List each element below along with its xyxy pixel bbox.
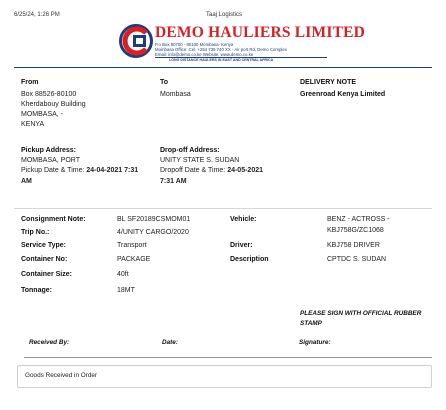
company-contact: Email: info@demo.co.ke Website: www.demo.co.ke: [155, 52, 254, 57]
dropoff-datetime-label: Dropoff Date & Time:: [160, 167, 226, 174]
print-datetime: 6/25/24, 1:26 PM: [14, 12, 60, 18]
remarks-text: Goods Received in Order: [25, 372, 98, 379]
container-size-label: Container Size:: [21, 271, 72, 278]
tonnage-label: Tonnage:: [21, 287, 52, 294]
company-letterhead: [119, 22, 366, 64]
received-by-label: Received By:: [29, 339, 70, 346]
company-logo-icon: [119, 24, 153, 58]
page-title: Taaj Logistics: [205, 12, 243, 18]
from-line: Box 88526-80100: [21, 91, 77, 98]
driver-label: Driver:: [230, 242, 253, 249]
signature-label: Signature:: [299, 339, 331, 346]
vehicle-value-line2: KBJ758G/ZC1068: [327, 227, 384, 234]
from-line: MOMBASA, -: [21, 111, 64, 118]
company-tagline: LONG DISTANCE HAULERS IN EAST AND CENTRAL AFRICA: [169, 58, 274, 62]
service-type-value: Transport: [117, 242, 147, 249]
date-label: Date:: [162, 339, 178, 346]
dropoff-address: UNITY STATE S. SUDAN: [160, 157, 240, 164]
dropoff-datetime: [160, 166, 263, 176]
customer-name: Greenroad Kenya Limited: [300, 91, 386, 98]
consignment-note-value: BL SF20189CSMOM01: [117, 216, 191, 223]
container-no-value: PACKAGE: [117, 256, 151, 263]
pickup-datetime-label: Pickup Date & Time:: [21, 167, 85, 174]
document-type: DELIVERY NOTE: [300, 79, 357, 86]
signature-line: [24, 357, 432, 358]
vehicle-label: Vehicle:: [230, 216, 257, 223]
description-value: CPTDC S. SUDAN: [327, 256, 387, 263]
vehicle-value-line1: BENZ - ACTROSS -: [327, 216, 390, 223]
from-line: Kherdabouy Building: [21, 101, 86, 108]
pickup-address-label: Pickup Address:: [21, 147, 76, 154]
company-office: Mombasa Office: Cel. +254 735 740 XX - Air port Rd, Demo Complex: [155, 47, 287, 52]
description-label: Description: [230, 256, 269, 263]
header-divider: [14, 67, 432, 68]
consignment-details: [14, 208, 432, 307]
dropoff-time: 7:31 AM: [160, 178, 187, 185]
company-address: P.o Box 80700 - 80100 Mombasa- Kenya: [155, 42, 234, 47]
to-value: Mombasa: [160, 91, 191, 98]
stamp-instruction-line: STAMP: [300, 320, 322, 327]
company-name: DEMO HAULIERS LIMITED: [155, 24, 366, 41]
to-label: To: [160, 79, 169, 86]
container-size-value: 40ft: [117, 271, 129, 278]
dropoff-date: 24-05-2021: [227, 167, 263, 174]
tonnage-value: 18MT: [117, 287, 135, 294]
dropoff-address-label: Drop-off Address:: [160, 147, 220, 154]
pickup-date: 24-04-2021 7:31: [86, 167, 139, 174]
from-label: From: [21, 79, 39, 86]
remarks-box: [17, 365, 432, 388]
from-address: [21, 90, 86, 130]
from-line: KENYA: [21, 121, 45, 128]
driver-value: KBJ758 DRIVER: [327, 242, 380, 249]
pickup-datetime: [21, 166, 138, 176]
pickup-address: MOMBASA, PORT: [21, 157, 80, 164]
consignment-note-label: Consignment Note:: [21, 216, 86, 223]
stamp-instruction: [300, 309, 430, 329]
stamp-instruction-line: PLEASE SIGN WITH OFFICIAL RUBBER: [300, 310, 422, 317]
trip-no-value: 4/UNITY CARGO/2020: [117, 229, 189, 236]
trip-no-label: Trip No.:: [21, 229, 50, 236]
service-type-label: Service Type:: [21, 242, 67, 249]
container-no-label: Container No:: [21, 256, 68, 263]
pickup-time: AM: [21, 178, 32, 185]
